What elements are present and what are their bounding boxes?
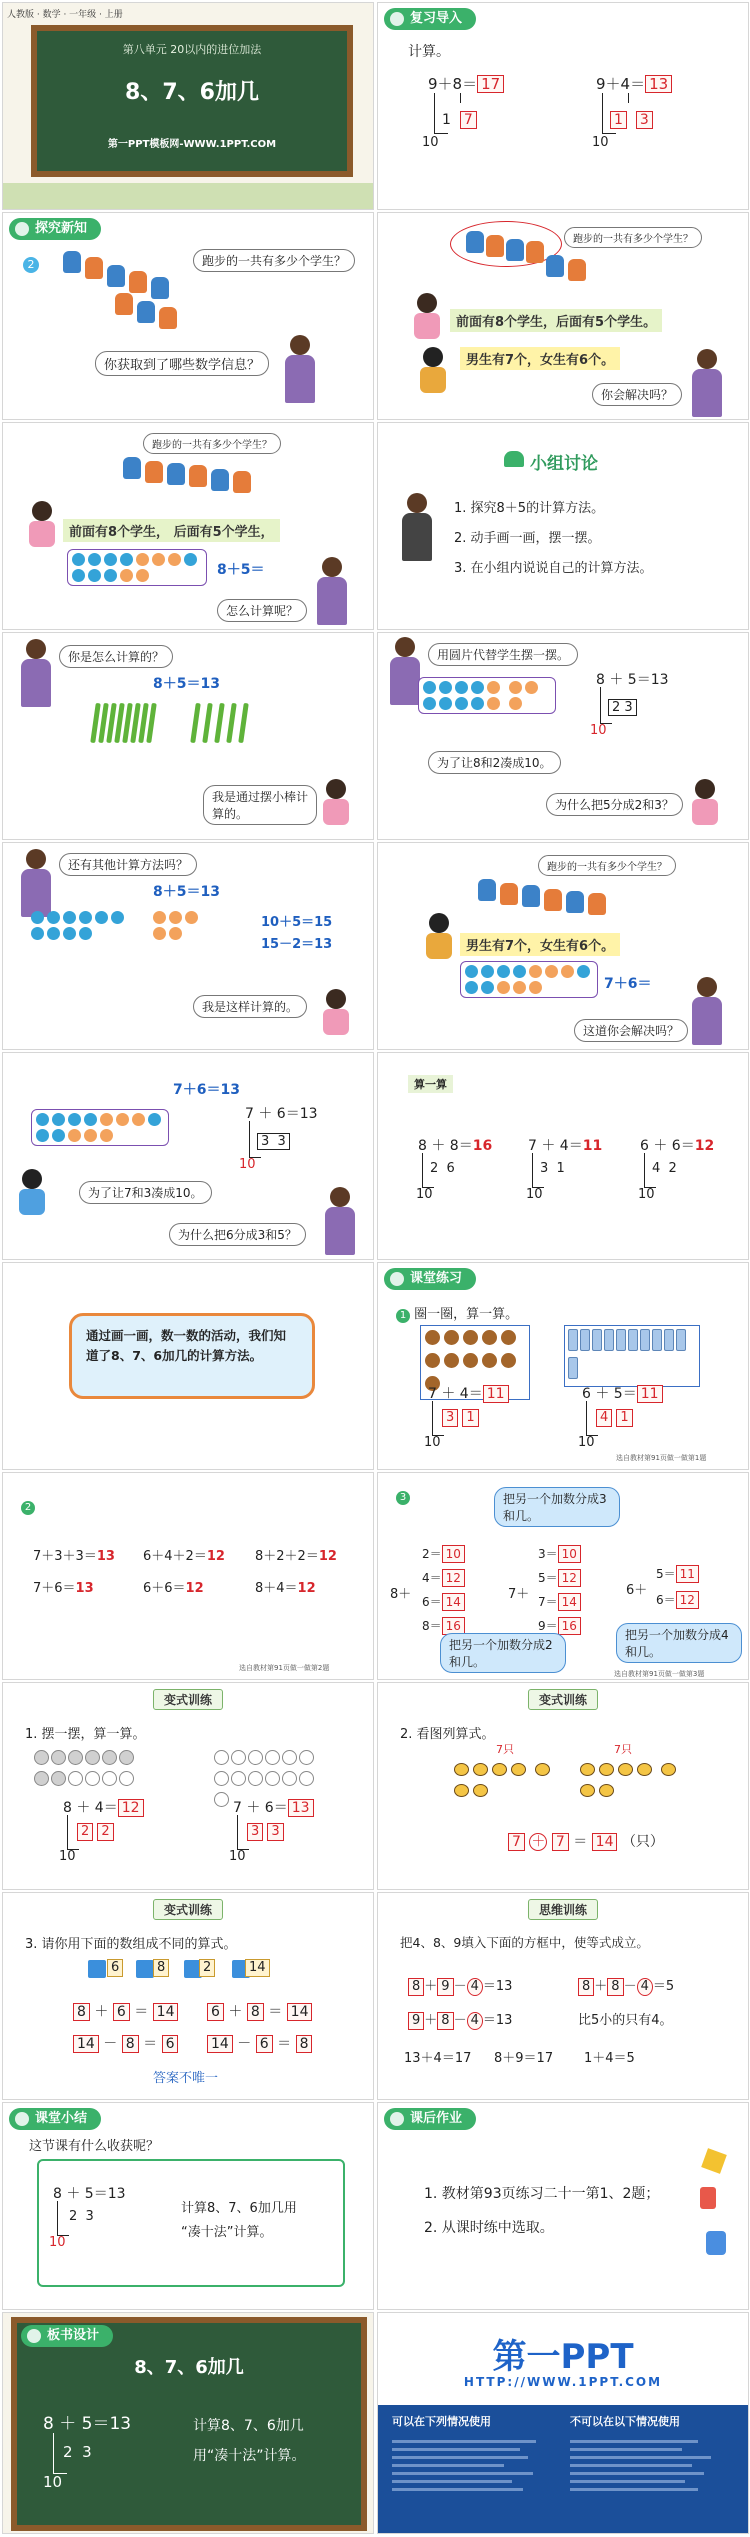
section-tag: 板书设计 bbox=[21, 2325, 113, 2347]
dot-box bbox=[418, 677, 556, 714]
slide-exercise-2[interactable]: 2 7＋3＋3＝13 6＋4＋2＝12 8＋2＋2＝12 7＋6＝13 6＋6＝12 8＋4＝12 选自教材第91页做一做第2题 bbox=[2, 1472, 374, 1680]
slide-calc[interactable]: 算一算 8 ＋ 8＝16 2 6 10 7 ＋ 4＝11 3 1 10 6 ＋ 6＝12 4 2 10 bbox=[377, 1052, 749, 1260]
calc-label: 算一算 bbox=[408, 1075, 453, 1093]
problem-badge: 2 bbox=[23, 257, 39, 273]
board-line-2: 用“凑十法”计算。 bbox=[193, 2448, 306, 2464]
dot-row-orange bbox=[153, 911, 213, 940]
slide-practice[interactable]: 课堂练习 1 圈一圈，算一算。 7 ＋ 4＝ 11 3 1 10 6 ＋ 5＝ 11 4 1 10 选自教材第91页做一做第1题 bbox=[377, 1262, 749, 1470]
prompt-bubble: 你获取到了哪些数学信息？ bbox=[95, 351, 269, 376]
step-1: 10＋5＝15 bbox=[261, 915, 333, 930]
section-label: 思维训练 bbox=[528, 1899, 598, 1920]
eq-1: 7 ＋ 4＝ 11 bbox=[428, 1383, 509, 1403]
source-note: 选自教材第91页做一做第2题 bbox=[239, 1664, 330, 1672]
question: 2. 看图列算式。 bbox=[400, 1727, 495, 1742]
equation: 7＋6＝ bbox=[604, 976, 652, 992]
board-title: 8、7、6加几 bbox=[134, 2357, 244, 2378]
row-4: 14 － 6 ＝ 8 bbox=[207, 2033, 312, 2053]
row-2: 8 ＋ 8 － 4 ＝5 bbox=[578, 1975, 674, 1996]
section-tag: 复习导入 bbox=[384, 8, 476, 30]
bees-left bbox=[452, 1761, 562, 1803]
row-2: 6 ＋ 8 ＝ 14 bbox=[207, 2001, 312, 2021]
brand-url: HTTP://WWW.1PPT.COM bbox=[463, 2375, 663, 2389]
section-label: 变式训练 bbox=[153, 1689, 223, 1710]
boy-figure bbox=[17, 1169, 47, 1217]
homework-2: 2. 从课时练中选取。 bbox=[424, 2220, 554, 2236]
girl-figure bbox=[412, 293, 442, 341]
question-bubble: 跑步的一共有多少个学生？ bbox=[143, 433, 281, 454]
eq-2: 9＋4＝ 13 bbox=[596, 73, 672, 94]
item-2: 2. 动手画一画，摆一摆。 bbox=[454, 531, 601, 546]
section-tag: 课堂小结 bbox=[9, 2108, 101, 2130]
section-label: 变式训练 bbox=[528, 1689, 598, 1710]
brand-logo: 第一PPT bbox=[492, 2337, 634, 2377]
equation: 8＋5＝13 bbox=[153, 884, 220, 900]
section-tag: 探究新知 bbox=[9, 218, 101, 240]
equation: 8 ＋ 5＝13 bbox=[596, 672, 669, 688]
girl-figure bbox=[690, 779, 720, 827]
slide-explore[interactable] bbox=[2, 212, 374, 420]
slide-counters[interactable]: 用圆片代替学生摆一摆。 8 ＋ 5＝13 2 3 10 为了让8和2凑成10。 为什么把5分成2和3？ bbox=[377, 632, 749, 840]
section-tag: 课后作业 bbox=[384, 2108, 476, 2130]
girl-figure bbox=[321, 779, 351, 827]
slide-sticks[interactable] bbox=[2, 632, 374, 840]
info: 前面有8个学生， 后面有5个学生， bbox=[63, 519, 280, 542]
question-bubble: 跑步的一共有多少个学生？ bbox=[193, 249, 355, 272]
section-tag: 课堂练习 bbox=[384, 1268, 476, 1290]
plus-icon: ＋ bbox=[531, 1834, 546, 1850]
eq-1: 9＋8＝ 17 bbox=[428, 73, 504, 94]
stationery-icon bbox=[698, 2151, 728, 2271]
bees-right bbox=[578, 1761, 688, 1803]
teacher-figure bbox=[690, 349, 724, 419]
num-icon: 1 bbox=[396, 1309, 410, 1323]
slide-other-method[interactable] bbox=[2, 842, 374, 1050]
slide-board[interactable] bbox=[2, 2312, 374, 2534]
slide-title[interactable] bbox=[2, 2, 374, 210]
num-icon: 2 bbox=[21, 1501, 35, 1515]
prompt-bubble: 你会解决吗？ bbox=[592, 383, 682, 406]
teacher-figure bbox=[315, 557, 349, 627]
equation: 7 ＋ 7 ＝ 14 （只） bbox=[508, 1831, 664, 1851]
summary-line-1: 计算8、7、6加几用 bbox=[181, 2201, 297, 2216]
info: 男生有7个，女生有6个。 bbox=[460, 933, 620, 956]
slide-homework[interactable] bbox=[377, 2102, 749, 2310]
bottles-box bbox=[564, 1325, 700, 1387]
dot-box bbox=[31, 1109, 169, 1146]
teacher-figure bbox=[388, 637, 422, 707]
row-3: 14 － 8 ＝ 6 bbox=[73, 2033, 178, 2053]
dot-box bbox=[67, 549, 207, 586]
prompt-bubble: 为什么把5分成2和3？ bbox=[546, 793, 683, 816]
info-2: 男生有7个，女生有6个。 bbox=[460, 347, 620, 370]
slide-variant-3[interactable]: 变式训练 3. 请你用下面的数组成不同的算式。 6 8 2 14 8 ＋ 6 ＝ 14 6 ＋ 8 ＝ 14 14 － 8 ＝ 6 14 － 6 ＝ 8 答案不唯一 bbox=[2, 1892, 374, 2100]
dot-row-blue bbox=[31, 911, 127, 940]
row-1: 8 ＋ 6 ＝ 14 bbox=[73, 2001, 178, 2021]
prompt-bubble: 为什么把6分成3和5？ bbox=[169, 1223, 306, 1246]
equation: 8 ＋ 5＝13 bbox=[43, 2414, 132, 2434]
intro-text: 计算。 bbox=[408, 44, 450, 60]
eq-2: 7 ＋ 4＝11 bbox=[528, 1138, 603, 1154]
allowed-heading: 可以在下列情况使用 bbox=[392, 2415, 491, 2428]
say-bubble: 用圆片代替学生摆一摆。 bbox=[428, 643, 578, 666]
dot-box bbox=[460, 961, 598, 998]
question: 1 圈一圈，算一算。 bbox=[396, 1303, 518, 1323]
source-note: 选自教材第91页做一做第3题 bbox=[614, 1670, 705, 1678]
section-label: 变式训练 bbox=[153, 1899, 223, 1920]
question: 这节课有什么收获呢？ bbox=[29, 2139, 160, 2154]
eq-3: 6 ＋ 6＝12 bbox=[640, 1138, 715, 1154]
question: 把4、8、9填入下面的方框中，使等式成立。 bbox=[400, 1935, 649, 1950]
source-note: 选自教材第91页做一做第1题 bbox=[616, 1454, 707, 1462]
step-2: 15－2＝13 bbox=[261, 937, 333, 952]
disallowed-list bbox=[570, 2435, 730, 2525]
item-1: 1. 探究8＋5的计算方法。 bbox=[454, 501, 605, 516]
teacher-figure bbox=[323, 1187, 357, 1257]
equation: 8＋5＝13 bbox=[153, 676, 220, 692]
summary-text: 通过画一画，数一数的活动，我们知道了8、7、6加几的计算方法。 bbox=[69, 1313, 315, 1399]
slide-7plus6[interactable] bbox=[377, 842, 749, 1050]
reason-bubble: 为了让7和3凑成10。 bbox=[79, 1181, 212, 1204]
site-label: 第一PPT模板网-WWW.1PPT.COM bbox=[107, 139, 277, 150]
teacher-figure bbox=[283, 335, 317, 405]
question-bubble: 跑步的一共有多少个学生？ bbox=[538, 855, 676, 876]
boy-figure bbox=[418, 347, 448, 395]
equation: 8＋5＝ bbox=[217, 562, 265, 578]
lesson-title: 8、7、6加几 bbox=[125, 80, 259, 105]
girl-figure bbox=[27, 501, 57, 549]
allowed-list bbox=[392, 2435, 552, 2525]
eq-2: 7 ＋ 6＝ 13 bbox=[233, 1797, 314, 1817]
row-1: 8 ＋ 9 － 4 ＝13 bbox=[408, 1975, 512, 1996]
slide-variant-1[interactable]: 变式训练 1. 摆一摆，算一算。 8 ＋ 4＝ 12 2 2 10 7 ＋ 6＝ 13 3 3 10 bbox=[2, 1682, 374, 1890]
boy-figure bbox=[424, 913, 454, 961]
note: 答案不唯一 bbox=[153, 2071, 219, 2086]
prompt-bubble: 你是怎么计算的？ bbox=[59, 645, 173, 668]
info-panel bbox=[378, 2405, 749, 2534]
prompt-bubble: 怎么计算呢？ bbox=[217, 599, 307, 622]
prompt-bubble: 还有其他计算方法吗？ bbox=[59, 853, 197, 876]
eq-2: 6 ＋ 5＝ 11 bbox=[582, 1383, 663, 1403]
slide-count[interactable] bbox=[2, 422, 374, 630]
note: 比5小的只有4。 bbox=[578, 2013, 673, 2028]
slide-lesson-summary[interactable]: 课堂小结 这节课有什么收获呢？ 8 ＋ 5＝13 2 3 10 计算8、7、6加几用 “凑十法”计算。 bbox=[2, 2102, 374, 2310]
chalkboard: 板书设计 8、7、6加几 8 ＋ 5＝13 2 3 10 计算8、7、6加几 用“凑十法”计算。 bbox=[11, 2317, 367, 2531]
tip-bubble-2: 把另一个加数分成4和几。 bbox=[616, 1623, 742, 1663]
grass-strip bbox=[3, 183, 374, 209]
answer-bubble: 我是这样计算的。 bbox=[193, 995, 307, 1018]
equation-top: 7＋6＝13 bbox=[173, 1082, 240, 1098]
summary-line-2: “凑十法”计算。 bbox=[181, 2225, 273, 2240]
num-icon: 3 bbox=[396, 1491, 410, 1505]
homework-1: 1. 教材第93页练习二十一第1、2题； bbox=[424, 2186, 660, 2202]
teacher-figure bbox=[19, 849, 53, 919]
equation: 7 ＋ 6＝13 bbox=[245, 1106, 318, 1122]
reason-bubble: 为了让8和2凑成10。 bbox=[428, 751, 561, 774]
question-bubble: 跑步的一共有多少个学生？ bbox=[564, 227, 702, 248]
board-line-1: 计算8、7、6加几 bbox=[193, 2418, 304, 2434]
tip-bubble-1: 把另一个加数分成2和几。 bbox=[440, 1633, 566, 1673]
teacher-figure bbox=[400, 493, 434, 563]
prompt-bubble: 这道你会解决吗？ bbox=[574, 1019, 688, 1042]
girl-figure bbox=[321, 989, 351, 1037]
unit-label: 第八单元 20以内的进位加法 bbox=[122, 43, 262, 56]
publisher-label: 人教版 · 数学 · 一年级 · 上册 bbox=[7, 10, 123, 20]
chalkboard bbox=[31, 25, 353, 177]
tip-bubble-3: 把另一个加数分成3和几。 bbox=[494, 1487, 620, 1527]
slide-variant-2[interactable]: 变式训练 2. 看图列算式。 7只 7只 7 ＋ 7 ＝ 14 （只） bbox=[377, 1682, 749, 1890]
teacher-figure bbox=[690, 977, 724, 1047]
disallowed-heading: 不可以在以下情况使用 bbox=[570, 2415, 680, 2428]
slide-template-ad[interactable] bbox=[377, 2312, 749, 2534]
answer-bubble: 我是通过摆小棒计算的。 bbox=[203, 785, 317, 825]
slide-exercise-3[interactable]: 3 8＋ 2＝ 10 4＝ 12 6＝ 14 8＝ 16 7＋ 3＝ 10 5＝ 12 7＝ 14 9＝ 16 6＋ 5＝ 11 6＝ 12 把另一个加数分成3和几。 把另一个加数分成2和几。 把另一个加数分成4和几。 选自教材第91页做一做第3题 bbox=[377, 1472, 749, 1680]
question: 3. 请你用下面的数组成不同的算式。 bbox=[25, 1937, 237, 1952]
equation: 8 ＋ 5＝13 bbox=[53, 2186, 126, 2202]
discussion-title: 小组讨论 bbox=[530, 454, 598, 474]
teacher-figure bbox=[19, 639, 53, 709]
group-icon bbox=[504, 451, 524, 467]
slide-thinking[interactable]: 思维训练 把4、8、9填入下面的方框中，使等式成立。 8 ＋ 9 － 4 ＝13 8 ＋ 8 － 4 ＝5 9 ＋ 8 － 4 ＝13 比5小的只有4。 13＋4＝17 8＋9＝17 1＋4＝5 bbox=[377, 1892, 749, 2100]
row-3: 9 ＋ 8 － 4 ＝13 bbox=[408, 2009, 512, 2030]
slide-review[interactable]: 复习导入 计算。 9＋8＝ 17 1 7 10 9＋4＝ 13 1 3 10 bbox=[377, 2, 749, 210]
slide-discussion[interactable] bbox=[377, 422, 749, 630]
info-1: 前面有8个学生，后面有5个学生。 bbox=[450, 309, 662, 332]
question: 1. 摆一摆，算一算。 bbox=[25, 1727, 146, 1742]
slide-summary-box[interactable] bbox=[2, 1262, 374, 1470]
eq-1: 8 ＋ 8＝16 bbox=[418, 1138, 493, 1154]
item-3: 3. 在小组内说说自己的计算方法。 bbox=[454, 561, 653, 576]
apples-left bbox=[33, 1749, 143, 1791]
slide-7plus6-method[interactable]: 7＋6＝13 7 ＋ 6＝13 3 3 10 为了让7和3凑成10。 为什么把6分成3和5？ bbox=[2, 1052, 374, 1260]
eq-1: 8 ＋ 4＝ 12 bbox=[63, 1797, 144, 1817]
slide-info[interactable] bbox=[377, 212, 749, 420]
